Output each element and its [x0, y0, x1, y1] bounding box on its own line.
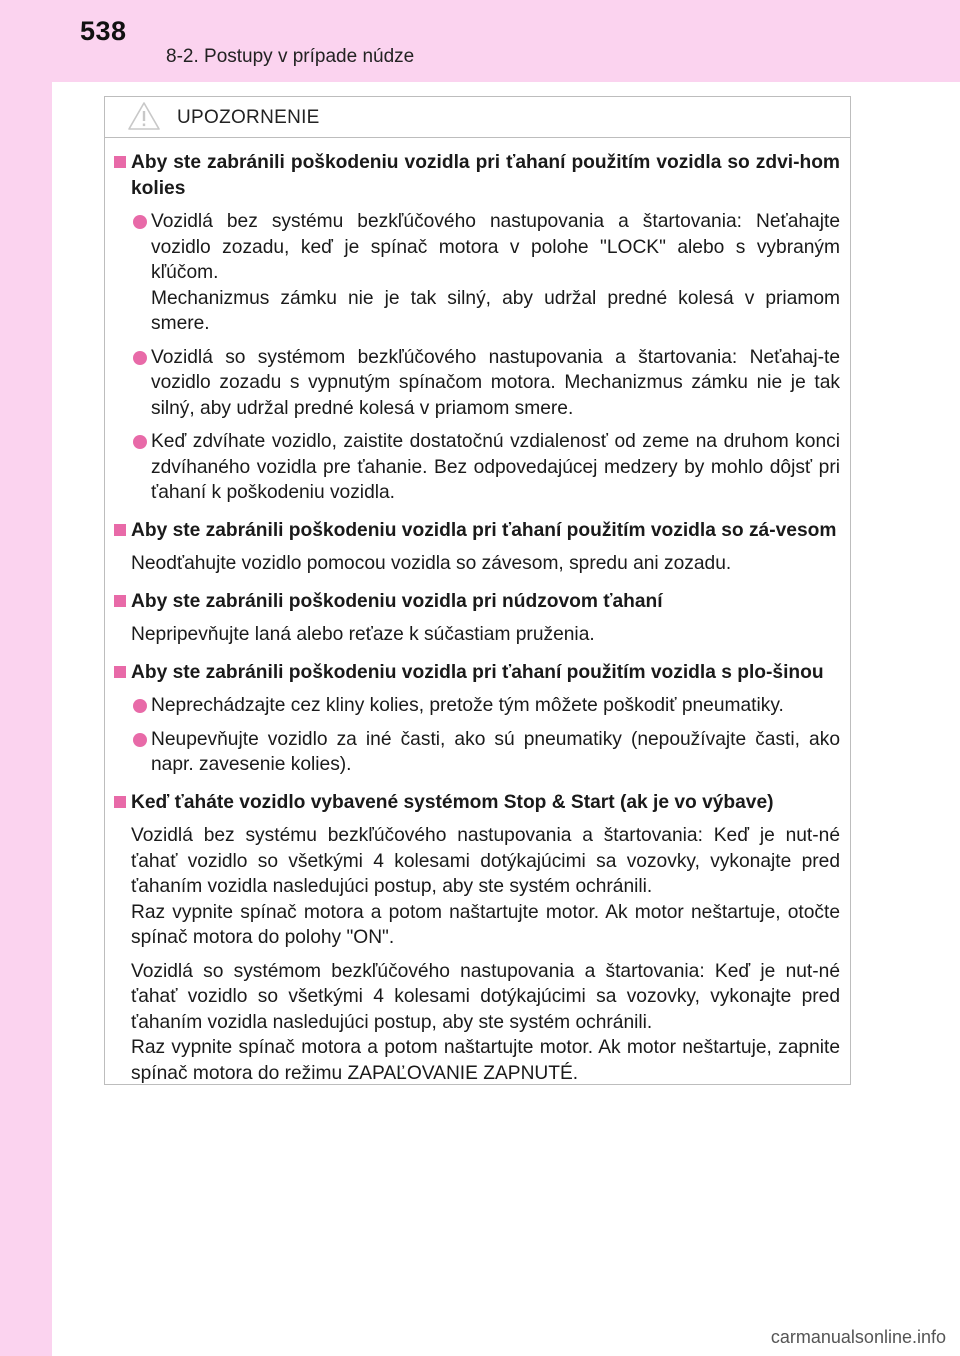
- text-line: Mechanizmus zámku nie je tak silný, aby udržal predné kolesá v priamom smere.: [151, 287, 840, 334]
- bullet-item: [105, 727, 850, 778]
- heading-text: Aby ste zabránili poškodeniu vozidla pri ťahaní použitím vozidla so zá-vesom: [131, 519, 837, 541]
- bullet-item: [105, 693, 850, 719]
- warning-header: [105, 97, 850, 138]
- header-band: [52, 0, 960, 82]
- heading-text: Aby ste zabránili poškodeniu vozidla pri núdzovom ťahaní: [131, 590, 663, 612]
- text-line: Neprechádzajte cez kliny kolies, pretože tým môžete poškodiť pneumatiky.: [151, 695, 784, 716]
- text-line: Raz vypnite spínač motora a potom naštartujte motor. Ak motor neštartuje, otočte spínač motora do polohy "ON".: [131, 901, 840, 948]
- square-bullet-icon: [114, 156, 126, 168]
- warning-triangle-icon: [127, 101, 161, 131]
- paragraph: [105, 622, 850, 648]
- text-line: Vozidlá bez systému bezkľúčového nastupovania a štartovania: Neťahajte vozidlo zozadu, keď je spínač motora v polohe "LOCK" alebo s vybraným kľúčom.: [151, 211, 840, 283]
- heading-text: Keď ťaháte vozidlo vybavené systémom Stop & Start (ak je vo výbave): [131, 791, 774, 813]
- circle-bullet-icon: [133, 215, 147, 229]
- bullet-item: [105, 209, 850, 337]
- text-line: Keď zdvíhate vozidlo, zaistite dostatočnú vzdialenosť od zeme na druhom konci zdvíhaného vozidla pre ťahanie. Bez odpovedajúcej medzery by mohlo dôjsť pri ťahaní k poškodeniu vozidla.: [151, 431, 840, 503]
- warning-content: [105, 138, 850, 1086]
- side-color-bar: [0, 0, 52, 1356]
- heading-text: Aby ste zabránili poškodeniu vozidla pri ťahaní použitím vozidla so zdvi-hom kolies: [131, 152, 840, 199]
- bullet-item: [105, 429, 850, 506]
- heading-text: Aby ste zabránili poškodeniu vozidla pri ťahaní použitím vozidla s plo-šinou: [131, 661, 824, 683]
- text-line: Nepripevňujte laná alebo reťaze k súčastiam pruženia.: [131, 624, 595, 645]
- footer-watermark: carmanualsonline.info: [770, 1327, 946, 1347]
- square-bullet-icon: [114, 595, 126, 607]
- circle-bullet-icon: [133, 699, 147, 713]
- page-number: 538: [80, 16, 127, 46]
- circle-bullet-icon: [133, 351, 147, 365]
- warning-heading: [105, 518, 850, 544]
- text-line: Vozidlá so systémom bezkľúčového nastupovania a štartovania: Neťahaj-te vozidlo zozadu s vypnutým spínačom motora. Mechanizmus zámku nie je tak silný, aby udržal predné kolesá v priamom smere.: [151, 346, 840, 419]
- warning-label: UPOZORNENIE: [177, 107, 320, 128]
- square-bullet-icon: [114, 796, 126, 808]
- paragraph: [105, 551, 850, 577]
- circle-bullet-icon: [133, 733, 147, 747]
- warning-heading: [105, 790, 850, 816]
- text-line: Vozidlá bez systému bezkľúčového nastupovania a štartovania: Keď je nut-né ťahať vozidlo so všetkými 4 kolesami dotýkajúcimi sa vozovky, vykonajte pred ťahaním vozidla nasledujúci postup, aby ste systém ochránili.: [131, 825, 840, 897]
- text-line: Vozidlá so systémom bezkľúčového nastupovania a štartovania: Keď je nut-né ťahať vozidlo so všetkými 4 kolesami dotýkajúcimi sa vozovky, vykonajte pred ťahaním vozidla nasledujúci postup, aby ste systém ochránili.: [131, 960, 840, 1033]
- square-bullet-icon: [114, 666, 126, 678]
- warning-heading: [105, 150, 850, 201]
- section-title: 8-2. Postupy v prípade núdze: [166, 46, 415, 67]
- text-line: Raz vypnite spínač motora a potom naštartujte motor. Ak motor neštartuje, zapnite spínač motora do režimu ZAPAĽOVANIE ZAPNUTÉ.: [131, 1037, 840, 1084]
- paragraph: [105, 959, 850, 1087]
- warning-box: [104, 96, 851, 1085]
- text-line: Neupevňujte vozidlo za iné časti, ako sú pneumatiky (nepoužívajte časti, ako napr. zavesenie kolies).: [151, 728, 840, 775]
- warning-heading: [105, 660, 850, 686]
- bullet-item: [105, 345, 850, 422]
- paragraph: [105, 823, 850, 951]
- square-bullet-icon: [114, 524, 126, 536]
- text-line: Neodťahujte vozidlo pomocou vozidla so závesom, spredu ani zozadu.: [131, 553, 732, 574]
- circle-bullet-icon: [133, 435, 147, 449]
- warning-heading: [105, 589, 850, 615]
